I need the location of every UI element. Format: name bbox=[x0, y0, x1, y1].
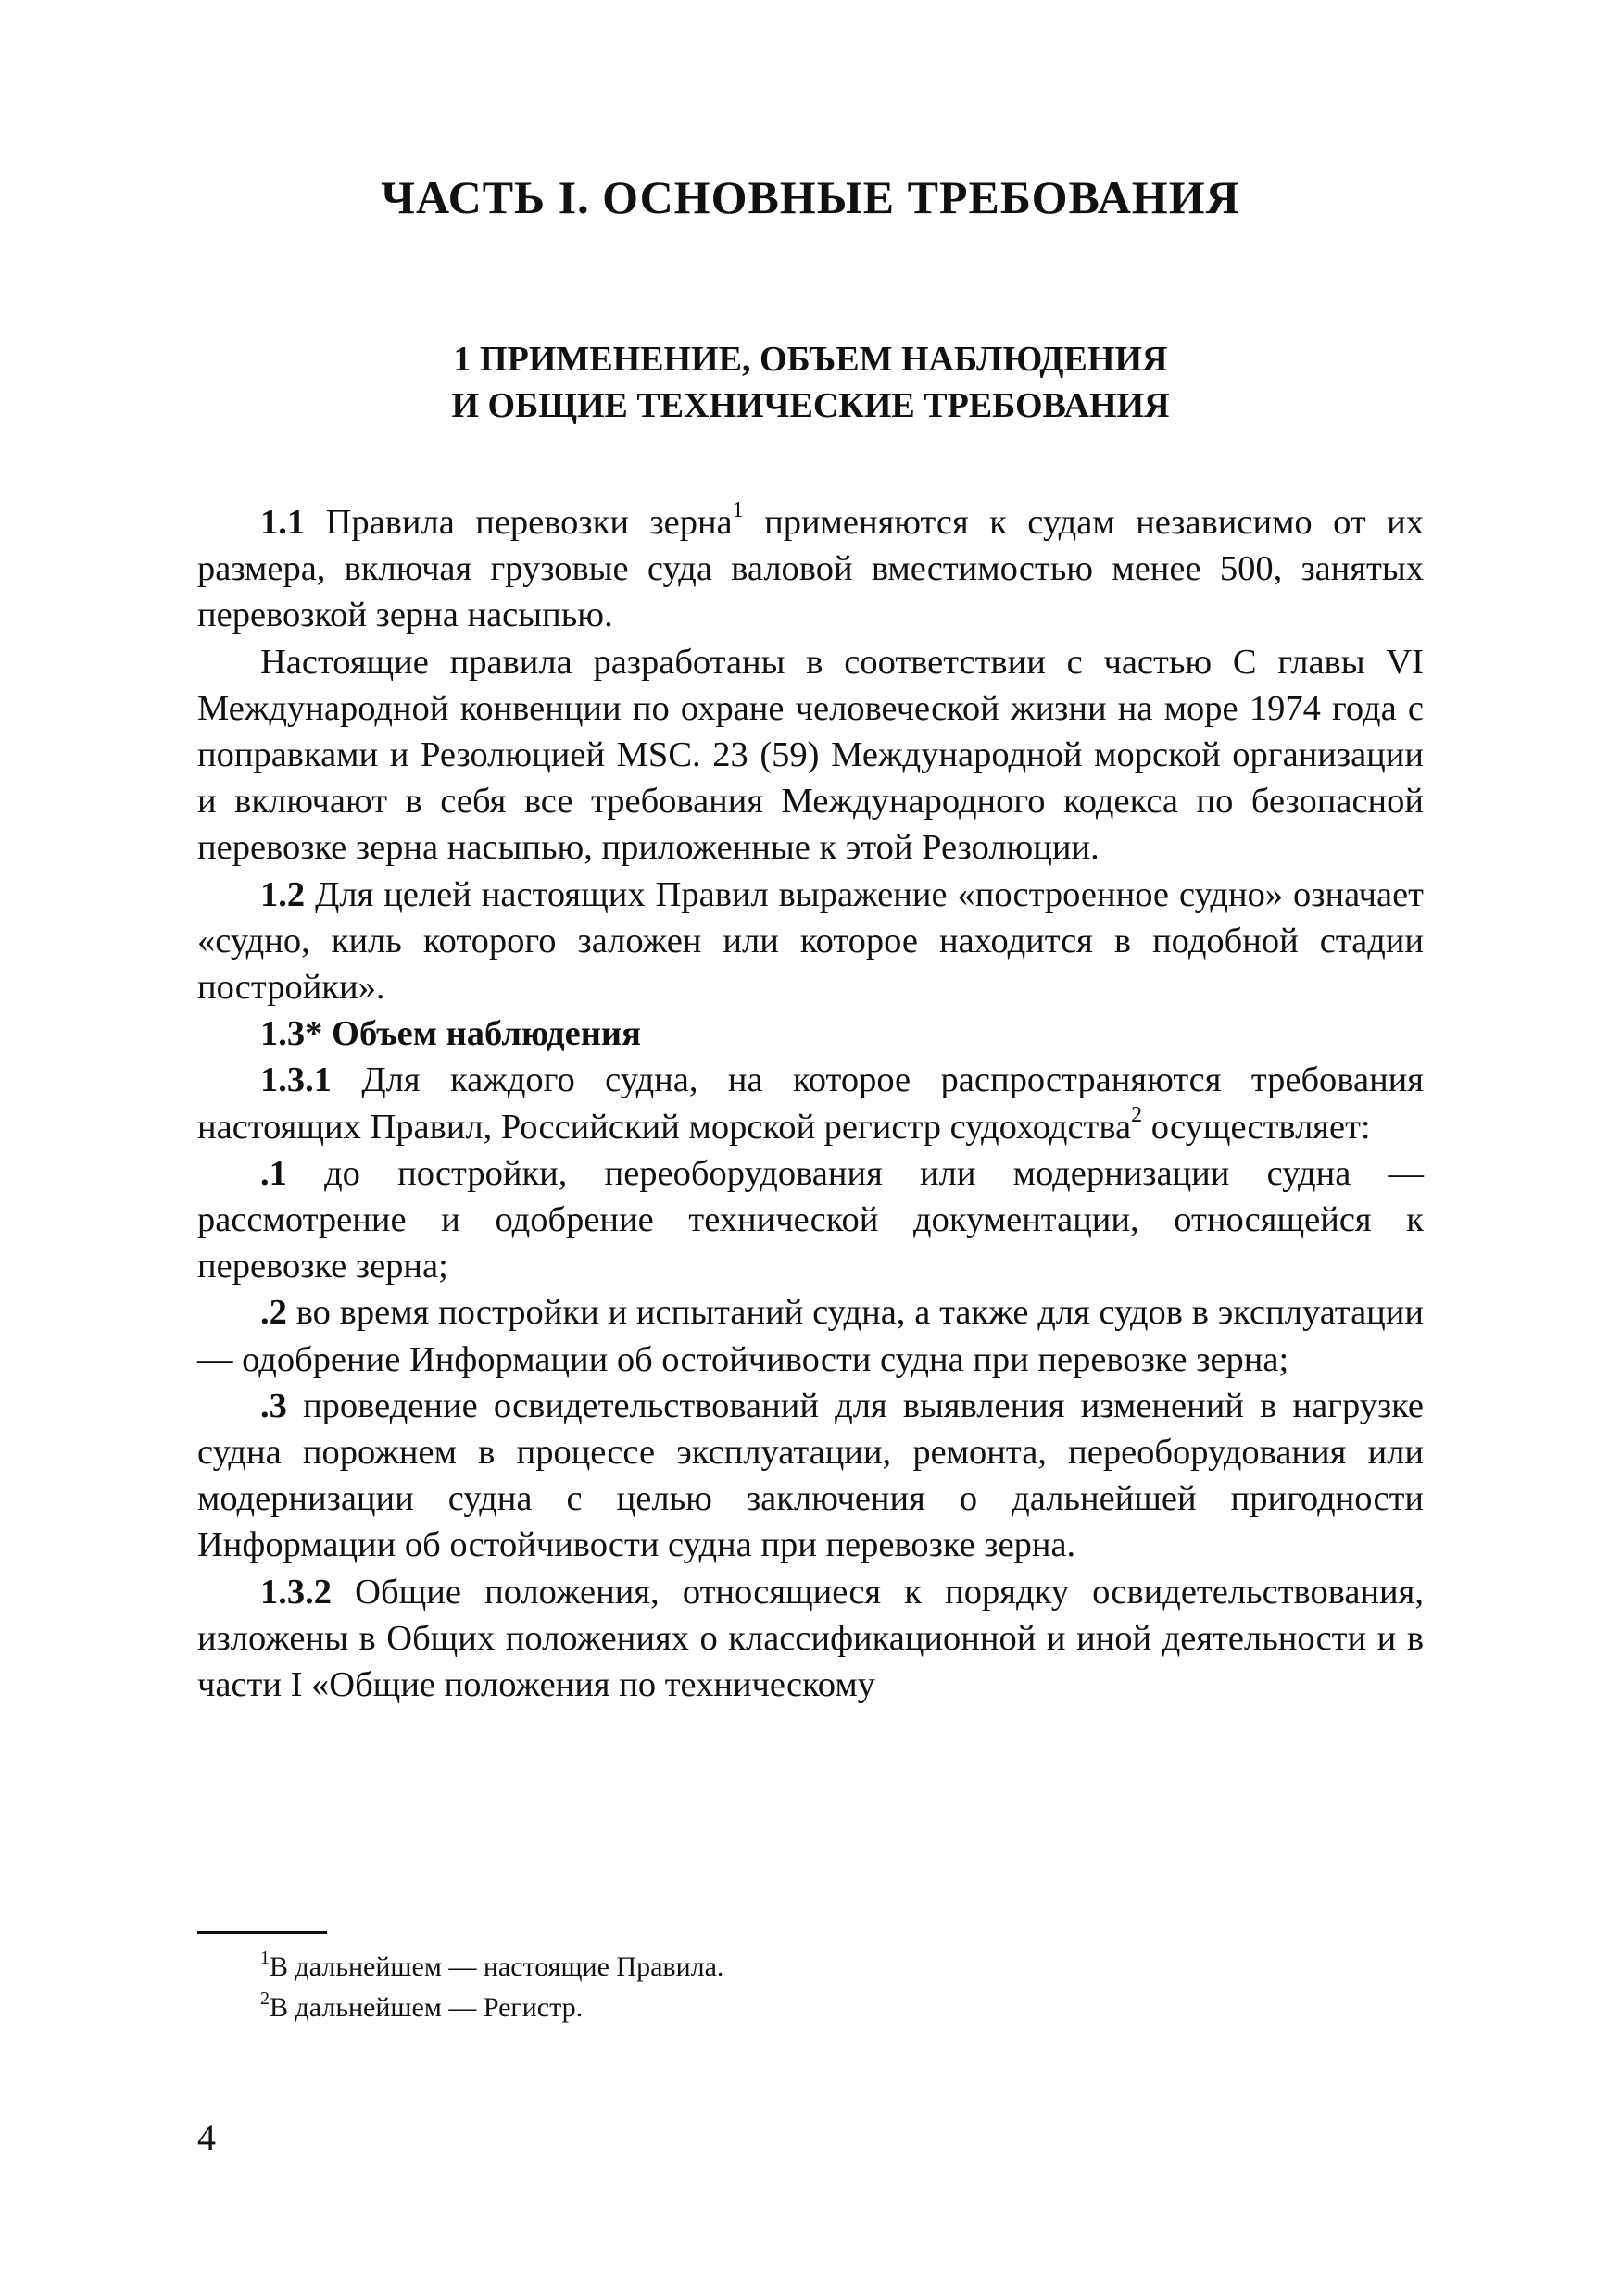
footnote-mark: 1 bbox=[260, 1948, 270, 1968]
paragraph-text: осуществляет: bbox=[1142, 1107, 1371, 1147]
paragraph-1-3-2 bbox=[197, 1569, 1424, 1709]
list-item-2 bbox=[197, 1289, 1424, 1382]
page-number: 4 bbox=[197, 2116, 216, 2158]
footnotes bbox=[260, 1947, 723, 2028]
footnote-ref-2: 2 bbox=[1131, 1102, 1143, 1127]
section-title bbox=[0, 336, 1621, 429]
paragraph-text: Правила перевозки зерна bbox=[305, 503, 733, 542]
list-item-1 bbox=[197, 1150, 1424, 1290]
footnote-2 bbox=[260, 1988, 723, 2028]
clause-number: 1.1 bbox=[260, 503, 306, 542]
clause-number: 1.3.1 bbox=[260, 1060, 332, 1100]
item-number: .1 bbox=[260, 1153, 287, 1193]
item-number: .3 bbox=[260, 1386, 287, 1425]
paragraph-text: Общие положения, относящиеся к порядку освидетельствования, изложены в Общих положениях о классификационной и иной деятельности и в части I «Общие положения по техническому bbox=[197, 1572, 1424, 1705]
paragraph-1-3-1 bbox=[197, 1057, 1424, 1149]
clause-number: 1.2 bbox=[260, 874, 306, 914]
footnote-text: В дальнейшем — настоящие Правила. bbox=[270, 1951, 724, 1982]
list-item-3 bbox=[197, 1383, 1424, 1569]
paragraph-1-1 bbox=[197, 499, 1424, 639]
paragraph-text: Для целей настоящих Правил выражение «построенное судно» означает «судно, киль которого заложен или которое находится в подобной стадии постройки». bbox=[197, 874, 1424, 1008]
clause-number: 1.3.2 bbox=[260, 1572, 332, 1612]
paragraph-text: Для каждого судна, на которое распространяются требования настоящих Правил, Российский морской регистр судоходства bbox=[197, 1060, 1424, 1147]
subheading-text: 1.3* Объем наблюдения bbox=[260, 1014, 641, 1054]
section-title-line-2: И ОБЩИЕ ТЕХНИЧЕСКИЕ ТРЕБОВАНИЯ bbox=[451, 386, 1170, 425]
item-number: .2 bbox=[260, 1293, 287, 1333]
item-text: во время постройки и испытаний судна, а также для судов в эксплуатации — одобрение Информации об остойчивости судна при перевозке зерна; bbox=[197, 1293, 1424, 1379]
part-title: ЧАСТЬ I. ОСНОВНЫЕ ТРЕБОВАНИЯ bbox=[381, 171, 1240, 223]
item-text: до постройки, переоборудования или модернизации судна — рассмотрение и одобрение технической документации, относящейся к перевозке зерна; bbox=[197, 1153, 1424, 1286]
footnote-mark: 2 bbox=[260, 1989, 270, 2009]
paragraph-1-2 bbox=[197, 872, 1424, 1011]
paragraph-text: применяются к судам независимо от их размера, включая грузовые суда валовой вместимостью менее 500, занятых перевозкой зерна насыпью. bbox=[197, 503, 1424, 635]
footnote-1 bbox=[260, 1947, 723, 1988]
paragraph-1-1-continued: Настоящие правила разработаны в соответствии с частью C главы VI Международной конвенции по охране человеческой жизни на море 1974 года с поправками и Резолюцией MSC. 23 (59) Международной морской организации и включают в себя все требования Международного кодекса по безопасной перевозке зерна насыпью, приложенные к этой Резолюции. bbox=[197, 642, 1424, 868]
subheading-1-3 bbox=[197, 1010, 1424, 1057]
footnote-ref-1: 1 bbox=[732, 498, 744, 523]
footnote-text: В дальнейшем — Регистр. bbox=[270, 1992, 584, 2023]
body-text bbox=[197, 499, 1424, 1708]
item-text: проведение освидетельствований для выявления изменений в нагрузке судна порожнем в процессе эксплуатации, ремонта, переоборудования или модернизации судна с целью заключения о дальнейшей пригодности Информации об остойчивости судна при перевозке зерна. bbox=[197, 1386, 1424, 1565]
footnote-divider bbox=[197, 1931, 327, 1934]
section-title-line-1: 1 ПРИМЕНЕНИЕ, ОБЪЕМ НАБЛЮДЕНИЯ bbox=[453, 340, 1168, 379]
